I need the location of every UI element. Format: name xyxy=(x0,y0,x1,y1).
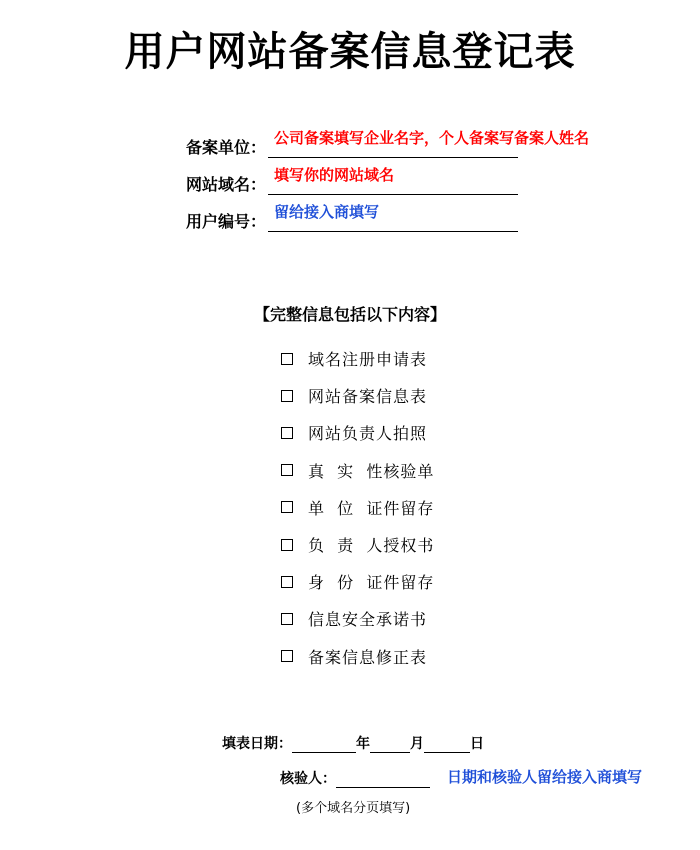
fill-date-label: 填表日期： xyxy=(222,736,292,752)
month-blank[interactable] xyxy=(370,738,410,753)
checkbox[interactable] xyxy=(281,427,293,439)
checklist-item[interactable] xyxy=(281,526,434,563)
field-unit-label: 备案单位： xyxy=(186,138,267,157)
checklist-item-label: 备案信息修正表 xyxy=(308,647,428,667)
checklist-item-label: 域名注册申请表 xyxy=(308,350,428,370)
checklist-item[interactable] xyxy=(281,377,434,414)
checklist-item[interactable] xyxy=(281,452,434,489)
checklist-item-label: 单 位 证件留存 xyxy=(308,498,435,518)
checkbox[interactable] xyxy=(281,613,293,625)
checklist-item[interactable] xyxy=(281,638,434,675)
field-unit-hint: 公司备案填写企业名字，个人备案写备案人姓名 xyxy=(274,129,590,147)
form-title: 用户网站备案信息登记表 xyxy=(124,29,576,75)
field-domain-hint: 填写你的网站域名 xyxy=(274,166,395,184)
year-blank[interactable] xyxy=(292,738,356,753)
field-domain xyxy=(186,166,518,195)
verifier-label: 核验人： xyxy=(280,771,336,787)
month-label: 月 xyxy=(410,736,424,752)
field-user-id-hint: 留给接入商填写 xyxy=(274,203,380,221)
verifier-blank[interactable] xyxy=(336,773,430,788)
document-checklist xyxy=(281,340,434,675)
checkbox[interactable] xyxy=(281,501,293,513)
checklist-item-label: 信息安全承诺书 xyxy=(308,610,428,630)
footnote: (多个域名分页填写) xyxy=(296,801,411,816)
checkbox[interactable] xyxy=(281,576,293,588)
checkbox[interactable] xyxy=(281,464,293,476)
checkbox[interactable] xyxy=(281,650,293,662)
field-unit-line[interactable] xyxy=(268,129,590,158)
fill-date-row xyxy=(222,733,484,753)
checklist-item-label: 网站备案信息表 xyxy=(308,387,428,407)
checklist-item-label: 负 责 人授权书 xyxy=(308,536,435,556)
field-user-id-label: 用户编号： xyxy=(186,212,267,231)
field-user-id-line[interactable] xyxy=(268,203,518,232)
section-title: 【完整信息包括以下内容】 xyxy=(253,305,446,324)
day-label: 日 xyxy=(470,736,484,752)
field-user-id xyxy=(186,203,518,232)
checklist-item[interactable] xyxy=(281,414,434,451)
checklist-item[interactable] xyxy=(281,600,434,637)
checklist-item-label: 网站负责人拍照 xyxy=(308,424,428,444)
verifier-hint: 日期和核验人留给接入商填写 xyxy=(447,768,643,786)
field-domain-label: 网站域名： xyxy=(186,175,267,194)
field-domain-line[interactable] xyxy=(268,166,518,195)
checklist-item[interactable] xyxy=(281,340,434,377)
day-blank[interactable] xyxy=(424,738,470,753)
checklist-item-label: 身 份 证件留存 xyxy=(308,573,435,593)
checklist-item-label: 真 实 性核验单 xyxy=(308,461,435,481)
checkbox[interactable] xyxy=(281,539,293,551)
verifier-row xyxy=(280,768,430,788)
checklist-item[interactable] xyxy=(281,563,434,600)
field-unit xyxy=(186,129,590,158)
year-label: 年 xyxy=(356,736,370,752)
checklist-item[interactable] xyxy=(281,489,434,526)
checkbox[interactable] xyxy=(281,390,293,402)
checkbox[interactable] xyxy=(281,353,293,365)
